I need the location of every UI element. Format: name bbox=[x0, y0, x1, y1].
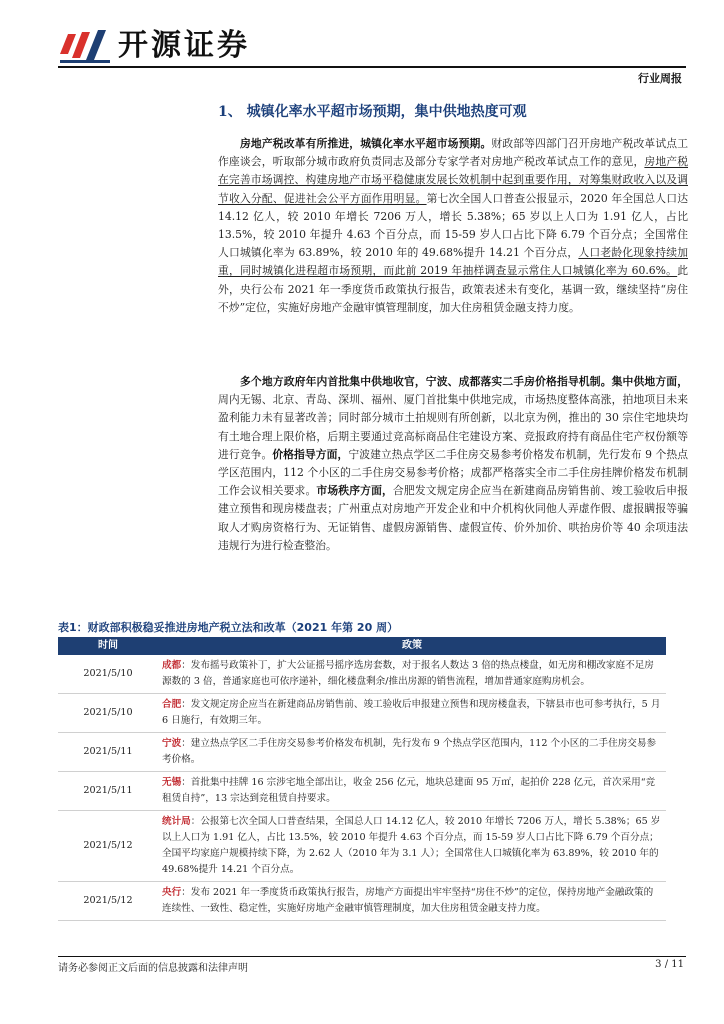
table-row bbox=[58, 811, 666, 882]
table-cell-policy bbox=[158, 655, 666, 694]
policy-source: 宁波 bbox=[162, 738, 182, 749]
table-header-row bbox=[58, 637, 666, 655]
underlined-text: 人口老龄化现象持续加重，同时城镇化进程超市场预期，而此前 2019 年抽样调查显示常住人口城镇化率为 60.6%。 bbox=[218, 246, 688, 278]
table-title: 表1：财政部积极稳妥推进房地产税立法和改革（2021 年第 20 周） bbox=[58, 621, 399, 634]
paragraph-text: 宁波建立热点学区二手住房交易参考价格发布机制，先行发布 9 个热点学区范围内，112 个小区的二手住房交易参考价格；成都严格落实全市二手住房挂牌价格发布机制工作会议相关要求。 bbox=[218, 447, 689, 498]
brand-name: 开源证券 bbox=[118, 28, 250, 63]
table-row bbox=[58, 694, 666, 733]
paragraph-land-supply bbox=[218, 373, 688, 555]
subtopic-label: 市场秩序方面， bbox=[316, 484, 393, 498]
paragraph-text: 周内无锡、北京、青岛、深圳、福州、厦门首批集中供地完成，市场热度整体高涨，拍地项目未来盈利能力未有显著改善；同时部分城市土拍规则有所创新，以北京为例，推出的 30 宗住宅地块均有土地合理上限价格，后期主要通过竞高标商品住宅建设方案、竞报政府持有商品住宅产权份额等进行竞争。 bbox=[218, 393, 688, 461]
page-number: 3 / 11 bbox=[655, 959, 684, 970]
paragraph-lead: 多个地方政府年内首批集中供地收官，宁波、成都落实二手房价格指导机制。 bbox=[240, 375, 612, 388]
report-type-label: 行业周报 bbox=[638, 72, 682, 85]
table-cell-policy bbox=[158, 882, 666, 921]
table-cell-policy bbox=[158, 733, 666, 772]
section-title: 1、 城镇化率水平超市场预期，集中供地热度可观 bbox=[218, 104, 527, 120]
policy-text: ：发文规定房企应当在新建商品房销售前、竣工验收后申报建立预售和现房楼盘表，下辖县市也可参考执行，5 月 6 日施行，有效期三年。 bbox=[162, 699, 661, 726]
paragraph-text: 合肥发文规定房企应当在新建商品房销售前、竣工验收后申报建立预售和现房楼盘表；广州重点对房地产开发企业和中介机构伙同他人弄虚作假、虚报瞒报等骗取人才购房资格行为、无证销售、虚假房源销售、虚假宣传、价外加价、哄抬房价等 40 余项违法违规行为进行检查整治。 bbox=[218, 484, 689, 552]
table-cell-date: 2021/5/10 bbox=[58, 694, 158, 733]
column-header-policy: 政策 bbox=[158, 637, 666, 655]
policy-source: 成都 bbox=[162, 660, 182, 671]
underlined-text: 房地产税在完善市场调控、构建房地产市场平稳健康发展长效机制中起到重要作用，对筹集财政收入以及调节收入分配、促进社会公平方面作用明显。 bbox=[218, 155, 689, 205]
table-cell-policy bbox=[158, 772, 666, 811]
paragraph-text: 财政部等四部门召开房地产税改革试点工作座谈会，听取部分城市政府负责同志及部分专家学者对房地产税改革试点工作的意见， bbox=[218, 137, 688, 169]
footer-divider bbox=[58, 956, 686, 957]
table-cell-date: 2021/5/11 bbox=[58, 733, 158, 772]
header-divider bbox=[58, 66, 686, 68]
paragraph-text: 此外，央行公布 2021 年一季度货币政策执行报告，政策表述未有变化，基调一致，继续坚持“房住不炒”定位，实施好房地产金融审慎管理制度，加大住房租赁金融支持力度。 bbox=[218, 264, 688, 314]
policy-text: ：发布 2021 年一季度货币政策执行报告，房地产方面提出牢牢坚持“房住不炒”的定位，保持房地产金融政策的连续性、一致性、稳定性，实施好房地产金融审慎管理制度，加大住房租赁金融支持力度。 bbox=[162, 887, 654, 914]
policy-source: 统计局 bbox=[162, 816, 191, 827]
table-cell-date: 2021/5/12 bbox=[58, 811, 158, 882]
policy-text: ：首批集中挂牌 16 宗涉宅地全部出让，收金 256 亿元，地块总建面 95 万㎡，起拍价 228 亿元，首次采用“竞租赁自持”，13 宗达到竞租赁自持要求。 bbox=[162, 777, 656, 804]
table-cell-date: 2021/5/12 bbox=[58, 882, 158, 921]
policy-text: ：发布摇号政策补丁，扩大公证摇号摇序选房套数，对于报名人数达 3 倍的热点楼盘，如无房和棚改家庭不足房源数的 3 倍，普通家庭也可依序递补，细化楼盘剩余/推出房源的销售流程，增加普通家庭购房机会。 bbox=[162, 660, 654, 687]
table-row bbox=[58, 655, 666, 694]
policy-text: ：公报第七次全国人口普查结果，全国总人口 14.12 亿人，较 2010 年增长 7206 万人，增长 5.38%；65 岁以上人口为 1.91 亿人，占比 13.5%，较 2010 年提升 4.63 个百分点，而 15-59 岁人口占比下降 6.79 个百分点；全国平均家庭户规模持续下降，为 2.62 人（2010 年为 3.1 人）；全国常住人口城镇化率为 63.89%，较 2010 年的 49.68%提升 14.21 个百分点。 bbox=[162, 816, 661, 875]
paragraph-lead: 房地产税改革有所推进，城镇化率水平超市场预期。 bbox=[240, 137, 492, 150]
subtopic-label: 价格指导方面， bbox=[272, 447, 349, 461]
policy-source: 无锡 bbox=[162, 777, 182, 788]
paragraph-text: 第七次全国人口普查公报显示，2020 年全国总人口达 14.12 亿人，较 2010 年增长 7206 万人，增长 5.38%；65 岁以上人口为 1.91 亿人，占比 13.5%，较 2010 年提升 4.63 个百分点，而 15-59 岁人口占比下降 6.79 个百分点；全国常住人口城镇化率为 63.89%，较 2010 年的 49.68%提升 14.21 个百分点， bbox=[218, 191, 688, 260]
policy-text: ：建立热点学区二手住房交易参考价格发布机制，先行发布 9 个热点学区范围内，112 个小区的二手住房交易参考价格。 bbox=[162, 738, 657, 765]
policy-source: 央行 bbox=[162, 887, 182, 898]
table-row bbox=[58, 772, 666, 811]
table-row bbox=[58, 882, 666, 921]
column-header-date: 时间 bbox=[58, 637, 158, 655]
policy-source: 合肥 bbox=[162, 699, 182, 710]
table-cell-policy bbox=[158, 811, 666, 882]
paragraph-policy-urbanization bbox=[218, 135, 688, 317]
subtopic-label: 集中供地方面， bbox=[611, 375, 689, 388]
table-cell-policy bbox=[158, 694, 666, 733]
table-row bbox=[58, 733, 666, 772]
footer-disclaimer: 请务必参阅正文后面的信息披露和法律声明 bbox=[58, 963, 248, 974]
table-cell-date: 2021/5/10 bbox=[58, 655, 158, 694]
table-cell-date: 2021/5/11 bbox=[58, 772, 158, 811]
policy-table bbox=[58, 637, 666, 921]
